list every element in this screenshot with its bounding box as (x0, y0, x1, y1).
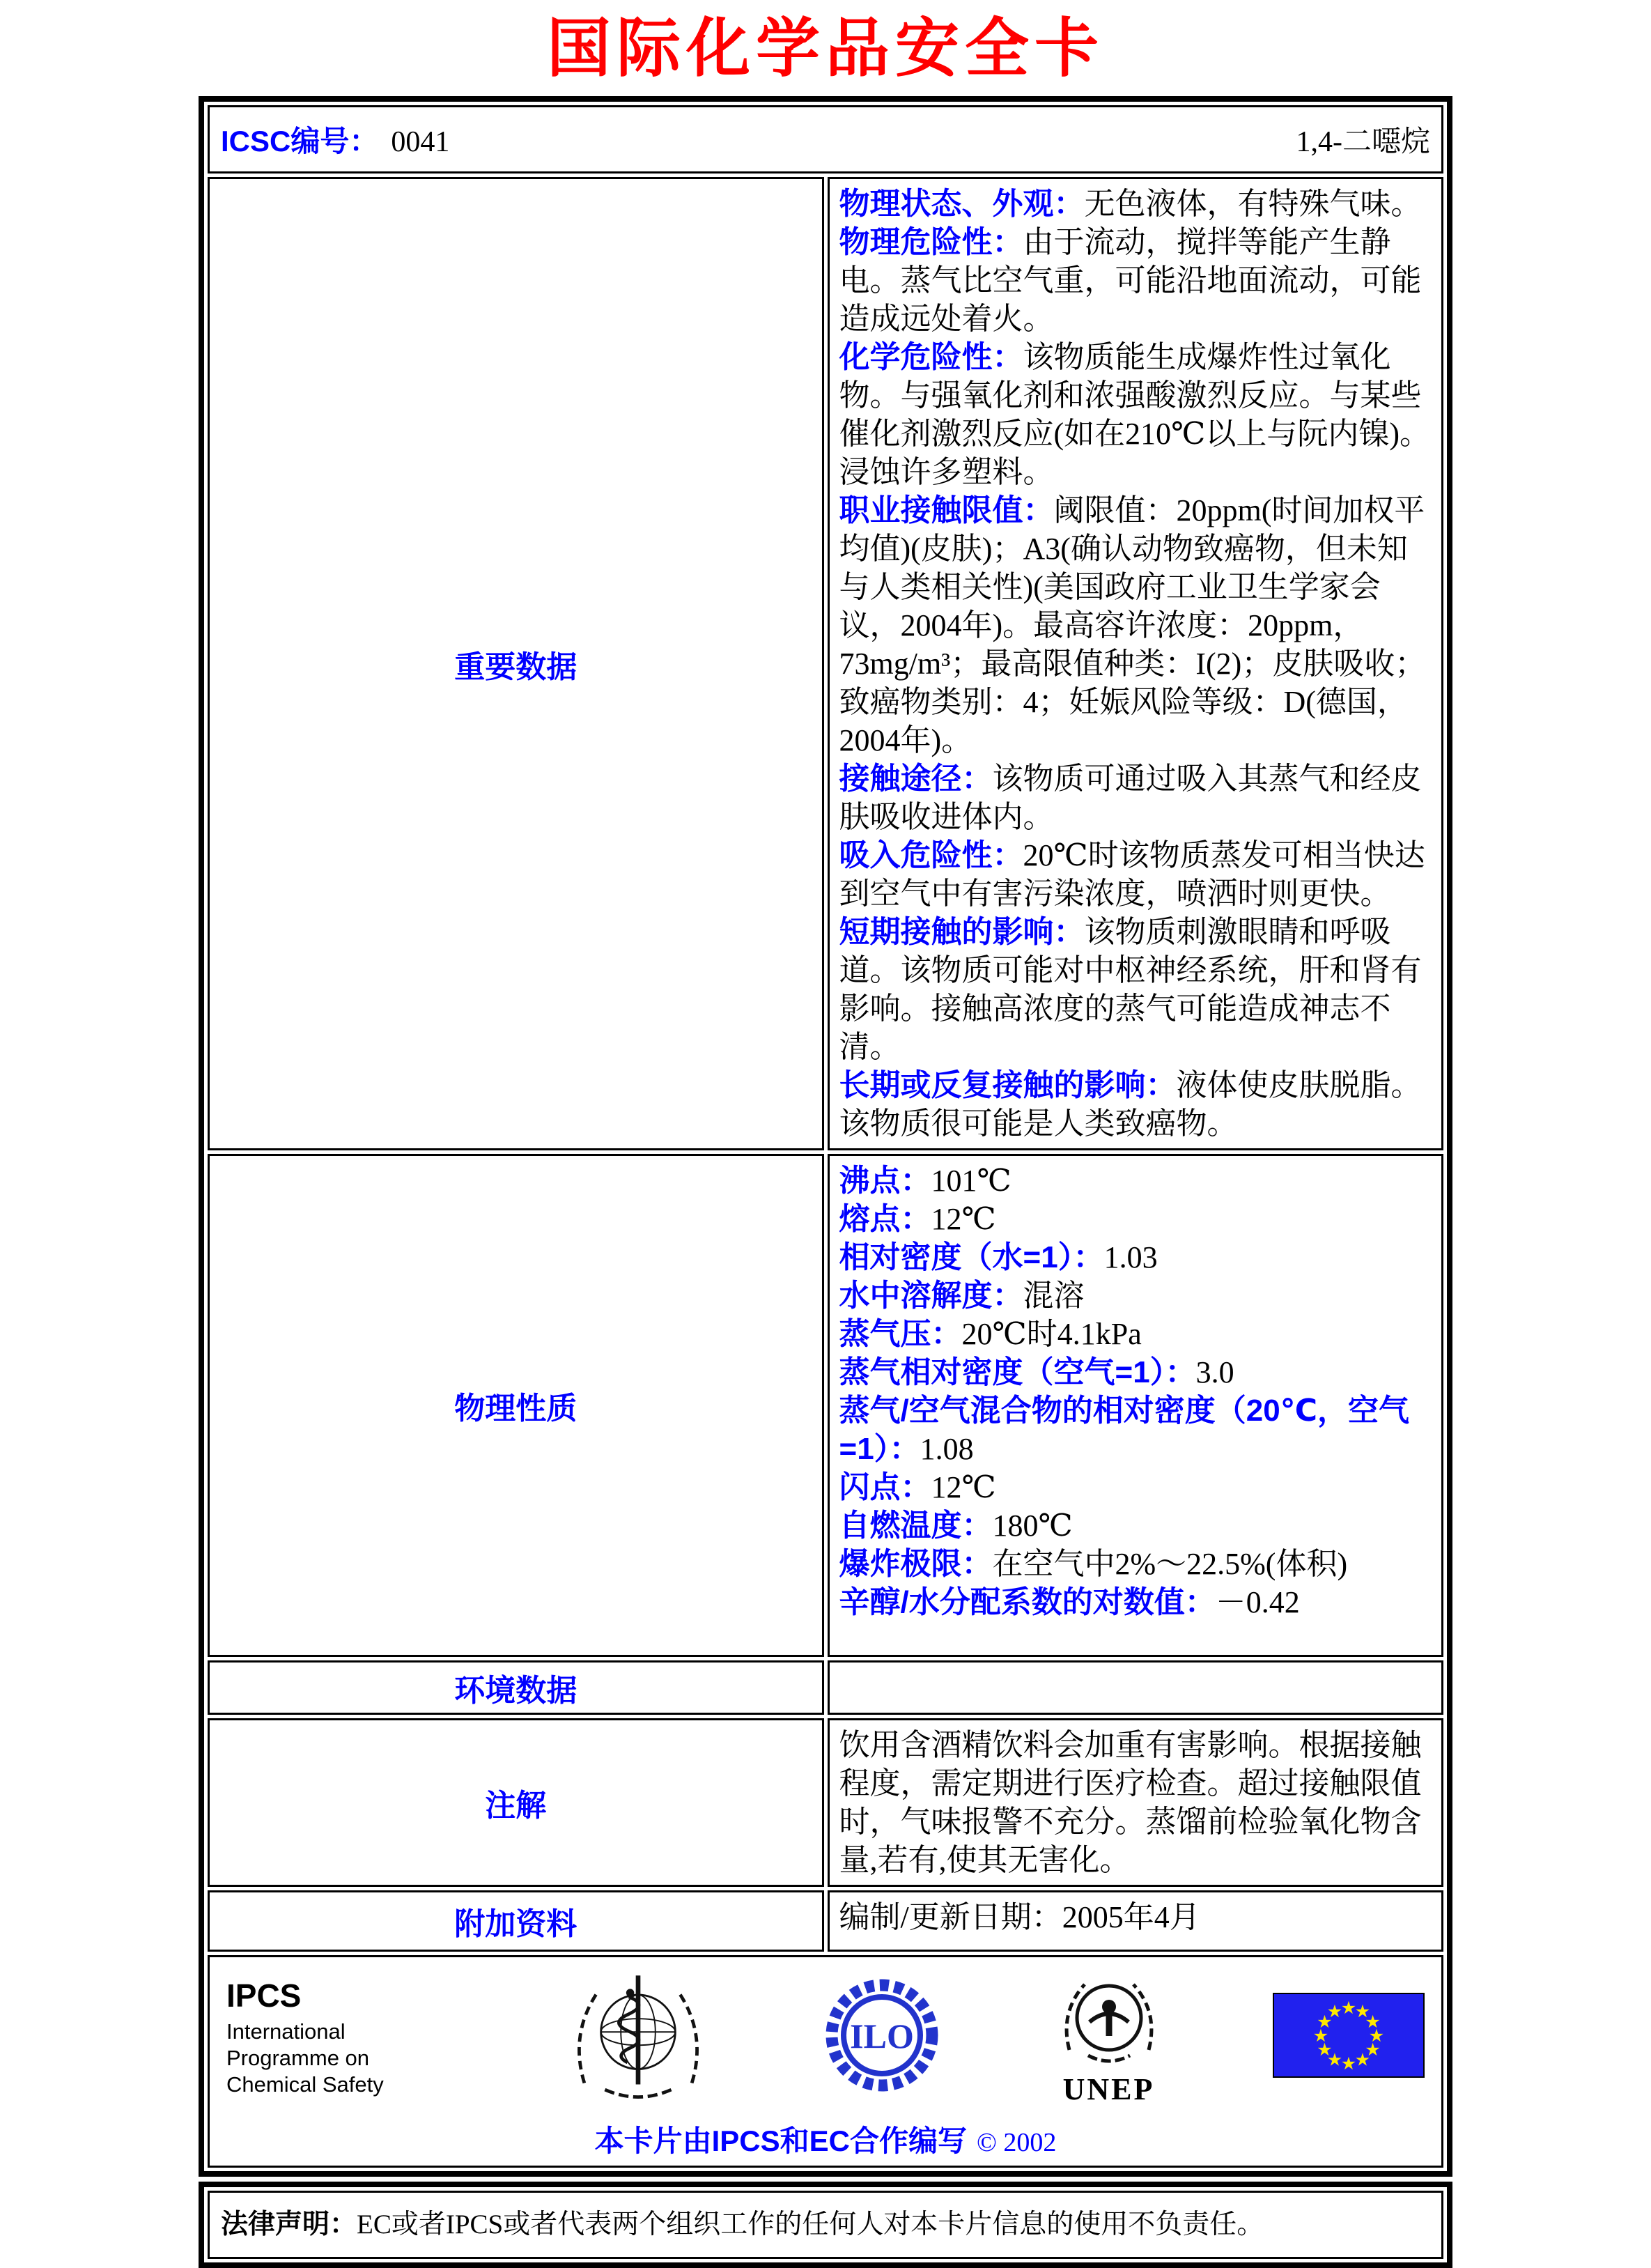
svg-text:★: ★ (1365, 2039, 1381, 2060)
svg-text:★: ★ (1354, 2001, 1371, 2021)
data-item: 物理危险性：由于流动，搅拌等能产生静电。蒸气比空气重，可能沿地面流动，可能造成远处着火。 (839, 225, 1422, 336)
property-item: 相对密度（水=1）：1.03 (839, 1240, 1158, 1274)
unep-block (1057, 1968, 1161, 2107)
logo-strip (226, 1966, 1425, 2108)
property-item: 蒸气/空气混合物的相对密度（20℃，空气=1）：1.08 (839, 1394, 1409, 1466)
environmental-data-row (208, 1660, 1443, 1715)
icsc-document-page (0, 11, 1651, 2239)
header-cell (208, 105, 1443, 173)
ipcs-text-block (226, 1977, 456, 2098)
who-emblem-icon (568, 1966, 708, 2108)
property-item: 熔点：12℃ (839, 1202, 996, 1236)
svg-text:★: ★ (1365, 2012, 1381, 2032)
svg-text:★: ★ (1326, 2001, 1343, 2021)
important-data-row (208, 177, 1443, 1150)
data-item: 长期或反复接触的影响：液体使皮肤脱脂。该物质很可能是人类致癌物。 (839, 1068, 1422, 1141)
logos-row (208, 1955, 1443, 2168)
property-item: 沸点：101℃ (839, 1164, 1011, 1198)
logos-cell (208, 1955, 1443, 2168)
notes-row (208, 1718, 1443, 1887)
additional-info-row (208, 1890, 1443, 1952)
icsc-number-group (221, 118, 449, 160)
legal-row (208, 2191, 1443, 2259)
eu-flag-icon (1273, 1993, 1425, 2081)
data-item: 物理状态、外观：无色液体，有特殊气味。 (839, 187, 1422, 221)
section-label-environmental-data: 环境数据 (208, 1660, 824, 1715)
copyright: © 2002 (977, 2128, 1057, 2157)
legal-text: EC或者IPCS或者代表两个组织工作的任何人对本卡片信息的使用不负责任。 (357, 2209, 1264, 2239)
data-item: 短期接触的影响：该物质刺激眼睛和呼吸道。该物质可能对中枢神经系统，肝和肾有影响。接触高浓度的蒸气可能造成神志不清。 (839, 915, 1422, 1064)
svg-text:★: ★ (1317, 2012, 1333, 2032)
data-item: 接触途径：该物质可通过吸入其蒸气和经皮肤吸收进体内。 (839, 762, 1422, 834)
ilo-emblem-icon (819, 1973, 945, 2101)
important-data-content (828, 177, 1444, 1150)
data-item: 吸入危险性：20℃时该物质蒸发可相当快达到空气中有害污染浓度，喷洒时则更快。 (839, 838, 1425, 911)
legal-table (199, 2182, 1452, 2268)
property-item: 水中溶解度：混溶 (839, 1279, 1085, 1313)
property-item: 蒸气相对密度（空气=1）：3.0 (839, 1355, 1234, 1389)
physical-properties-row (208, 1154, 1443, 1657)
header-row (208, 105, 1443, 173)
section-label-additional-info: 附加资料 (208, 1890, 824, 1952)
additional-info-content: 编制/更新日期：2005年4月 (828, 1890, 1444, 1952)
page-title: 国际化学品安全卡 (546, 13, 1104, 84)
svg-text:★: ★ (1368, 2026, 1385, 2046)
notes-content: 饮用含酒精饮料会加重有害影响。根据接触程度，需定期进行医疗检查。超过接触限值时，气味报警不充分。蒸馏前检验氧化物含量,若有,使其无害化。 (828, 1718, 1444, 1887)
property-item: 闪点：12℃ (839, 1470, 996, 1504)
svg-text:★: ★ (1340, 1998, 1357, 2018)
property-item: 辛醇/水分配系数的对数值：－0.42 (839, 1585, 1300, 1619)
cooperation-credit-line (226, 2118, 1425, 2160)
property-item: 爆炸极限：在空气中2%～22.5%(体积) (839, 1547, 1348, 1581)
unep-emblem-icon (1057, 1968, 1161, 2076)
svg-text:★: ★ (1340, 2053, 1357, 2074)
section-label-important-data: 重要数据 (208, 177, 824, 1150)
physical-properties-content (828, 1154, 1444, 1657)
icsc-card-table (199, 96, 1452, 2177)
icsc-number-label: ICSC编号： (221, 125, 379, 157)
property-item: 自燃温度：180℃ (839, 1509, 1073, 1543)
svg-text:ILO: ILO (850, 2016, 914, 2055)
ipcs-title: IPCS (226, 1977, 302, 2014)
ipcs-subtitle: International Programme on Chemical Safety (226, 2019, 384, 2097)
section-label-physical-properties: 物理性质 (208, 1154, 824, 1657)
svg-text:★: ★ (1354, 2049, 1371, 2070)
svg-text:★: ★ (1317, 2039, 1333, 2060)
chemical-name: 1,4-二噁烷 (1296, 126, 1430, 158)
icsc-number-value: 0041 (391, 126, 450, 158)
legal-cell (208, 2191, 1443, 2259)
legal-label: 法律声明： (221, 2209, 357, 2239)
data-item: 职业接触限值：阈限值：20ppm(时间加权平均值)(皮肤)；A3(确认动物致癌物，但未知与人类相关性)(美国政府工业卫生学家会议，2004年)。最高容许浓度：20ppm，73mg/m³；最高限值种类：I(2)；皮肤吸收；致癌物类别：4；妊娠风险等级：D(德国，2004年)。 (839, 493, 1426, 757)
section-label-notes: 注解 (208, 1718, 824, 1887)
data-item: 化学危险性：该物质能生成爆炸性过氧化物。与强氧化剂和浓强酸激烈反应。与某些催化剂激烈反应(如在210℃以上与阮内镍)。浸蚀许多塑料。 (839, 340, 1431, 489)
svg-text:★: ★ (1312, 2026, 1329, 2046)
property-item: 蒸气压：20℃时4.1kPa (839, 1317, 1142, 1351)
environmental-data-content (828, 1660, 1444, 1715)
unep-label: UNEP (1062, 2072, 1155, 2106)
svg-text:★: ★ (1326, 2049, 1343, 2070)
cooperation-credit: 本卡片由IPCS和EC合作编写 (594, 2124, 967, 2157)
